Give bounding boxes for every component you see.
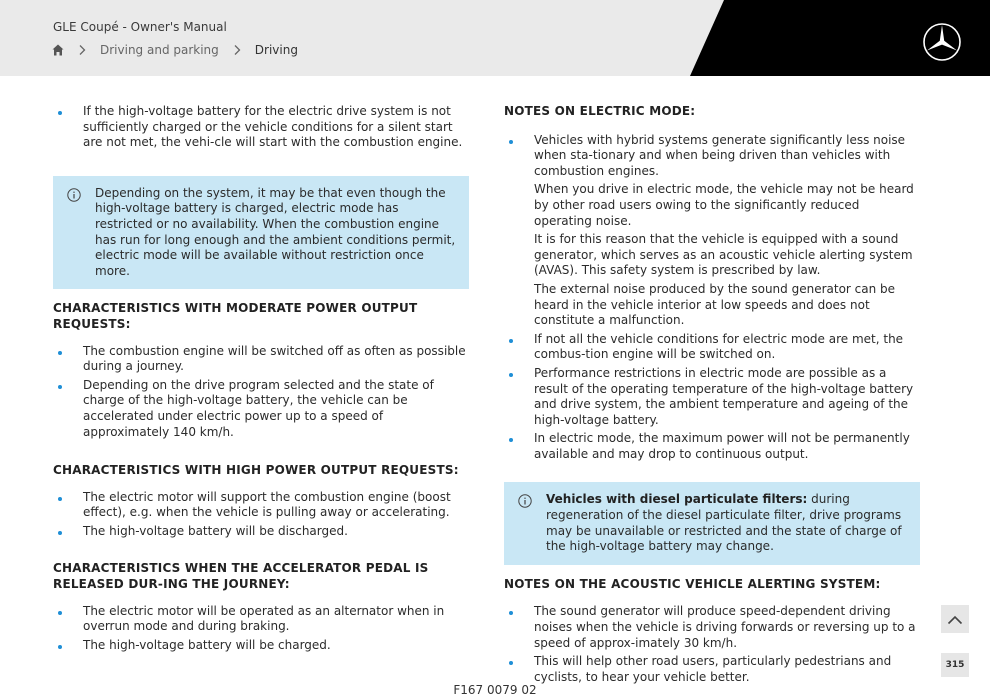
list-item: This will help other road users, particularly pedestrians and cyclists, to hear your vehicle better. (504, 654, 920, 685)
scroll-to-top-button[interactable] (941, 605, 969, 633)
list-item: The high-voltage battery will be discharged. (53, 524, 469, 540)
list-item: Performance restrictions in electric mode are possible as a result of the operating temperature of the high-voltage battery and drive system, the ambient temperature and ageing of the high-voltage battery. (504, 366, 920, 428)
paragraph: When you drive in electric mode, the vehicle may not be heard by other road users owing to the significantly reduced operating noise. (534, 182, 914, 228)
manual-title: GLE Coupé - Owner's Manual (53, 20, 227, 34)
paragraph: The external noise produced by the sound generator can be heard in the vehicle interior at low speeds and does not constitute a malfunction. (534, 281, 896, 328)
list-item (504, 133, 920, 329)
info-icon (67, 188, 81, 202)
page-header (0, 0, 990, 76)
list-item: In electric mode, the maximum power will not be permanently available and may drop to continuous output. (504, 431, 920, 462)
list-item: The sound generator will produce speed-dependent driving noises when the vehicle is driving forwards or reversing up to a speed of approx-imately 30 km/h. (504, 604, 920, 651)
info-box-text: Depending on the system, it may be that even though the high-voltage battery is charged, electric mode has restricted or no availability. When the combustion engine has run for long enough and the ambient conditions permit, electric mode will be available without restriction once more. (95, 185, 456, 278)
page-number-badge: 315 (941, 653, 969, 677)
list-item: If the high-voltage battery for the electric drive system is not sufficiently charged or the vehicle conditions for a silent start are not met, the vehi-cle will start with the combustion engine. (53, 104, 469, 151)
moderate-power-list (53, 344, 469, 441)
heading-electric-mode: NOTES ON ELECTRIC MODE: (504, 104, 696, 118)
list-item: The combustion engine will be switched off as often as possible during a journey. (53, 344, 469, 375)
breadcrumb-item-driving: Driving (254, 43, 298, 57)
accelerator-released-list (53, 604, 469, 654)
chevron-up-icon (947, 610, 963, 629)
electric-mode-list (504, 133, 920, 463)
diesel-filter-info-box (504, 482, 920, 564)
heading-acoustic-alerting: NOTES ON THE ACOUSTIC VEHICLE ALERTING SYSTEM: (504, 576, 881, 591)
chevron-right-icon (78, 44, 86, 56)
list-item: Depending on the drive program selected and the state of charge of the high-voltage battery, the vehicle can be accelerated under electric power up to a speed of approximately 140 km/h. (53, 378, 469, 440)
left-column (53, 104, 469, 656)
list-item: The electric motor will support the combustion engine (boost effect), e.g. when the vehicle is pulling away or accelerating. (53, 490, 469, 521)
paragraph: Vehicles with hybrid systems generate significantly less noise when sta-tionary and when being driven than vehicles with combustion engines. (534, 132, 906, 178)
right-column (504, 104, 920, 688)
acoustic-alerting-list (504, 604, 920, 685)
info-icon (518, 494, 532, 508)
list-item: If not all the vehicle conditions for electric mode are met, the combus-tion engine will be switched on. (504, 332, 920, 363)
intro-list (53, 104, 469, 151)
footer-reference: F167 0079 02 (453, 683, 537, 697)
heading-high-power: CHARACTERISTICS WITH HIGH POWER OUTPUT REQUESTS: (53, 463, 459, 478)
home-icon[interactable] (52, 44, 64, 56)
breadcrumb (52, 42, 312, 58)
heading-accelerator-released: CHARACTERISTICS WHEN THE ACCELERATOR PEDAL IS RELEASED DUR-ING THE JOURNEY: (53, 561, 429, 592)
paragraph: It is for this reason that the vehicle is equipped with a sound generator, which serves as an acoustic vehicle alerting system (AVAS). This safety system is prescribed by law. (534, 232, 913, 278)
info-box-text: during regeneration of the diesel particulate filter, drive programs may be unavailable or restricted and the state of charge of the high-voltage battery may change. (546, 492, 902, 554)
info-box-title: Vehicles with diesel particulate filters: (546, 492, 808, 507)
list-item: The high-voltage battery will be charged. (53, 638, 469, 654)
high-power-list (53, 490, 469, 540)
list-item: The electric motor will be operated as an alternator when in overrun mode and during braking. (53, 604, 469, 635)
breadcrumb-item-driving-and-parking[interactable]: Driving and parking (100, 43, 219, 57)
chevron-right-icon (233, 44, 241, 56)
heading-moderate-power: CHARACTERISTICS WITH MODERATE POWER OUTPUT REQUESTS: (53, 301, 418, 331)
info-box (53, 176, 469, 290)
mercedes-star-logo (922, 22, 962, 62)
